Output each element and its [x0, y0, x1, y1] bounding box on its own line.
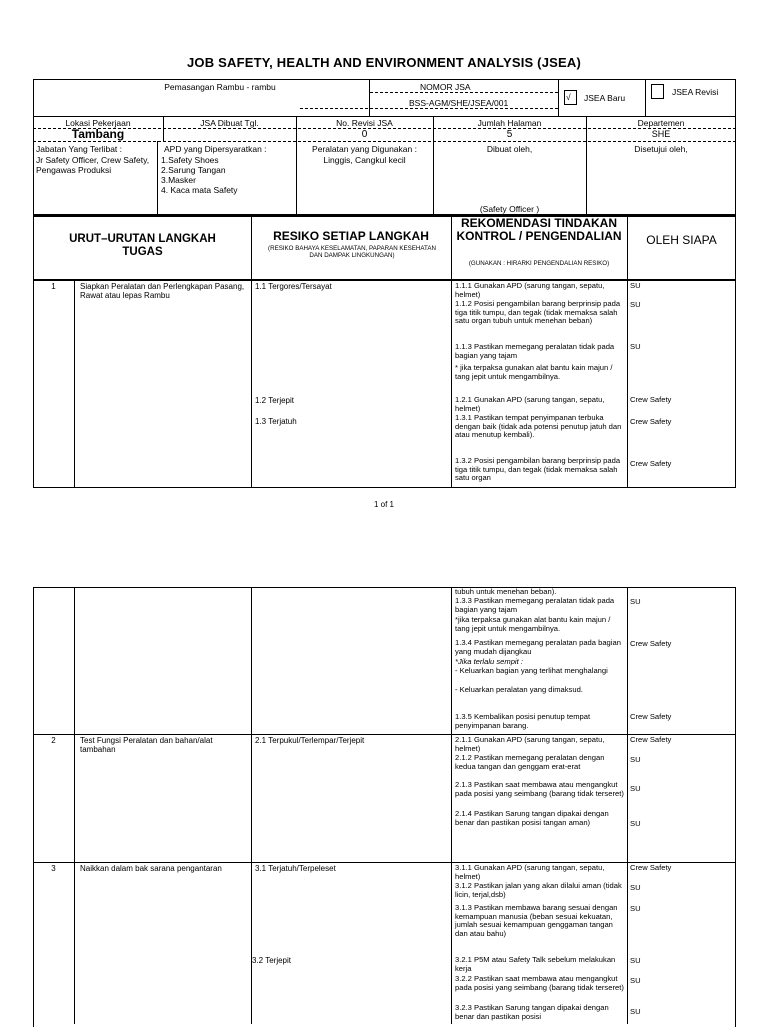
- dibuat-tgl-label: JSA Dibuat Tgl.: [200, 118, 259, 128]
- apd-item: 1.Safety Shoes: [161, 155, 219, 165]
- jsea-revisi-checkbox[interactable]: [651, 84, 664, 99]
- jabatan-label: Jabatan Yang Terlibat :: [36, 144, 123, 154]
- step-text: Test Fungsi Peralatan dan bahan/alat tambahan: [80, 736, 213, 754]
- risk-item: 1.3 Terjatuh: [255, 417, 297, 426]
- control-text: * jika terpaksa gunakan alat bantu kain majun / tang jepit untuk mengambilnya.: [455, 363, 613, 381]
- jsea-revisi-label: JSEA Revisi: [672, 87, 719, 97]
- safety-officer: (Safety Officer ): [479, 204, 540, 214]
- control-who: Crew Safety: [630, 639, 672, 648]
- dibuat-oleh: Dibuat oleh,: [486, 144, 533, 154]
- step-number: 1: [51, 282, 56, 291]
- control-text: *jika terpaksa gunakan alat bantu kain majun / tang jepit untuk mengambilnya.: [455, 615, 611, 633]
- control-text: 3.2.2 Pastikan saat membawa atau mengangkut pada posisi yang seimbang (barang tidak terseret): [455, 974, 624, 992]
- control-text: 3.1.1 Gunakan APD (sarung tangan, sepatu, helmet): [455, 863, 605, 881]
- job-name: Pemasangan Rambu - rambu: [164, 82, 276, 92]
- control-who: SU: [630, 819, 641, 828]
- control-text: - Keluarkan peralatan yang dimaksud.: [455, 685, 583, 694]
- col-oleh-header: OLEH SIAPA: [646, 233, 717, 247]
- step-number: 2: [51, 736, 56, 745]
- lokasi-label: Lokasi Pekerjaan: [65, 118, 131, 128]
- control-text: 1.3.3 Pastikan memegang peralatan tidak pada bagian yang tajam: [455, 596, 615, 614]
- departemen-value: SHE: [651, 129, 671, 139]
- control-text: 2.1.1 Gunakan APD (sarung tangan, sepatu, helmet): [455, 735, 605, 753]
- control-text: 3.1.2 Pastikan jalan yang akan dilalui aman (tidak licin, terjal,dsb): [455, 881, 622, 899]
- step-number: 3: [51, 864, 56, 873]
- control-text: 2.1.2 Pastikan memegang peralatan dengan kedua tangan dan genggam erat-erat: [455, 753, 605, 771]
- revisi-value: 0: [361, 129, 368, 140]
- risk-item: 1.2 Terjepit: [255, 396, 294, 405]
- control-text: 1.1.2 Posisi pengambilan barang berprinsip pada tiga titik tumpu, dan tegak (tidak memaksa salah satu organ tubuh untuk menehan beban): [455, 299, 621, 326]
- control-who: Crew Safety: [630, 417, 672, 426]
- control-who: Crew Safety: [630, 863, 672, 872]
- control-who: SU: [630, 597, 641, 606]
- control-text: 1.3.4 Pastikan memegang peralatan pada bagian yang mudah dijangkau: [455, 638, 621, 656]
- control-who: Crew Safety: [630, 459, 672, 468]
- apd-label: APD yang Dipersyaratkan :: [164, 144, 267, 154]
- revisi-label: No. Revisi JSA: [336, 118, 393, 128]
- control-who: Crew Safety: [630, 735, 672, 744]
- col-resiko-header: RESIKO SETIAP LANGKAH: [273, 229, 429, 243]
- document-title: JOB SAFETY, HEALTH AND ENVIRONMENT ANALYSIS (JSEA): [186, 55, 582, 70]
- halaman-label: Jumlah Halaman: [477, 118, 542, 128]
- step-text: Siapkan Peralatan dan Perlengkapan Pasang, Rawat atau lepas Rambu: [80, 282, 245, 300]
- check-mark: √: [566, 92, 571, 102]
- page-footer: 1 of 1: [373, 500, 394, 509]
- lokasi-value: Tambang: [71, 127, 125, 141]
- jsea-baru-label: JSEA Baru: [584, 93, 626, 103]
- control-text: 1.2.1 Gunakan APD (sarung tangan, sepatu, helmet): [455, 395, 605, 413]
- risk-item: 3.1 Terjatuh/Terpeleset: [255, 864, 336, 873]
- control-text: - Keluarkan bagian yang terlihat menghalangi: [455, 666, 608, 675]
- nomor-jsa-value: BSS-AGM/SHE/JSEA/001: [409, 98, 509, 108]
- control-who: Crew Safety: [630, 395, 672, 404]
- apd-list: [161, 155, 238, 195]
- apd-item: 2.Sarung Tangan: [161, 165, 226, 175]
- disetujui-oleh: Disetujui oleh,: [634, 144, 688, 154]
- control-text: 3.2.3 Pastikan Sarung tangan dipakai dengan benar dan pastikan posisi: [455, 1003, 609, 1021]
- col-rekomendasi-header: REKOMENDASI TINDAKAN KONTROL / PENGENDALIAN: [456, 216, 622, 243]
- col-resiko-sub: (RESIKO BAHAYA KESELAMATAN, PAPARAN KESEHATAN DAN DAMPAK LINGKUNGAN): [268, 245, 436, 260]
- control-who: SU: [630, 1007, 641, 1016]
- control-who: Crew Safety: [630, 712, 672, 721]
- col-urutan-header: URUT–URUTAN LANGKAH TUGAS: [69, 233, 216, 258]
- control-text: 1.1.1 Gunakan APD (sarung tangan, sepatu, helmet): [455, 281, 605, 299]
- control-text: 1.3.1 Pastikan tempat penyimpanan terbuka dengan baik (tidak ada potensi penutup jatuh dan atau menutup kembali).: [455, 413, 622, 440]
- control-who: SU: [630, 755, 641, 764]
- risk-item: 2.1 Terpukul/Terlempar/Terjepit: [255, 736, 365, 745]
- departemen-label: Departemen: [637, 118, 685, 128]
- control-text: 1.3.2 Posisi pengambilan barang berprinsip pada tiga titik tumpu, dan tegak (tidak memaksa salah satu organ: [455, 456, 621, 483]
- control-who: SU: [630, 904, 641, 913]
- risk-item: 1.1 Tergores/Tersayat: [255, 282, 332, 291]
- nomor-jsa-label: NOMOR JSA: [420, 82, 471, 92]
- control-who: SU: [630, 784, 641, 793]
- control-who: SU: [630, 956, 641, 965]
- step-text: Naikkan dalam bak sarana pengantaran: [80, 864, 222, 873]
- control-text: tubuh untuk menehan beban).: [455, 587, 557, 596]
- apd-item: 4. Kaca mata Safety: [161, 185, 238, 195]
- control-text: 3.1.3 Pastikan membawa barang sesuai dengan kemampuan manusia (beban sesuai kekuatan, jumlah sesuai kemampuan genggaman tangan dan atau bahu): [455, 903, 618, 938]
- control-who: SU: [630, 342, 641, 351]
- control-who: SU: [630, 300, 641, 309]
- control-text: *Jika terlalu sempit :: [455, 657, 523, 666]
- halaman-value: 5: [506, 129, 513, 140]
- control-text: 2.1.4 Pastikan Sarung tangan dipakai dengan benar dan pastikan posisi tangan aman): [455, 809, 609, 827]
- peralatan-label: Peralatan yang Digunakan :: [312, 144, 417, 154]
- control-text: 1.1.3 Pastikan memegang peralatan tidak pada bagian yang tajam: [455, 342, 615, 360]
- control-text: 2.1.3 Pastikan saat membawa atau mengangkut pada posisi yang seimbang (barang tidak terseret): [455, 780, 624, 798]
- col-rekomendasi-sub: (GUNAKAN : HIRARKI PENGENDALIAN RESIKO): [468, 260, 610, 267]
- risk-item: 3.2 Terjepit: [252, 956, 291, 965]
- jabatan-value: Jr Safety Officer, Crew Safety, Pengawas Produksi: [36, 155, 150, 175]
- control-text: 1.3.5 Kembalikan posisi penutup tempat penyimpanan barang.: [455, 712, 591, 730]
- control-who: SU: [630, 976, 641, 985]
- apd-item: 3.Masker: [161, 175, 196, 185]
- control-who: SU: [630, 883, 641, 892]
- control-who: SU: [630, 281, 641, 290]
- peralatan-value: Linggis, Cangkul kecil: [323, 155, 406, 165]
- control-text: 3.2.1 P5M atau Safety Talk sebelum melakukan kerja: [455, 955, 616, 973]
